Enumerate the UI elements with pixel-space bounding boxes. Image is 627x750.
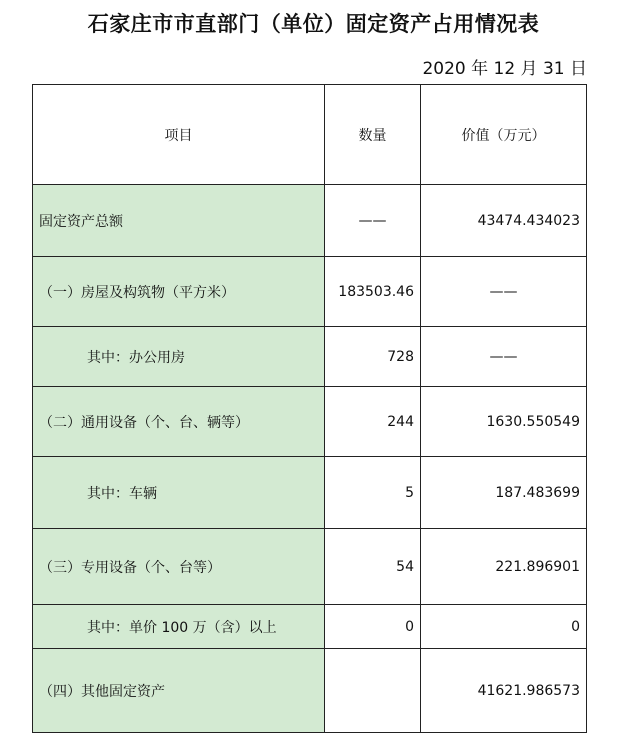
- table-row: [33, 327, 587, 387]
- table-header-row: [33, 85, 587, 185]
- row-quantity: 244: [325, 387, 421, 457]
- row-item: 固定资产总额: [33, 185, 325, 257]
- row-value: ——: [421, 257, 587, 327]
- row-value: 43474.434023: [421, 185, 587, 257]
- page-title: 石家庄市市直部门（单位）固定资产占用情况表: [87, 12, 540, 36]
- row-item: （二）通用设备（个、台、辆等）: [33, 387, 325, 457]
- row-item: （三）专用设备（个、台等）: [33, 529, 325, 605]
- header-value: 价值（万元）: [421, 85, 587, 185]
- row-value: 1630.550549: [421, 387, 587, 457]
- row-quantity: 728: [325, 327, 421, 387]
- row-item: （四）其他固定资产: [33, 649, 325, 733]
- header-item: 项目: [33, 85, 325, 185]
- table-row: [33, 257, 587, 327]
- row-value: 41621.986573: [421, 649, 587, 733]
- fixed-assets-table: [32, 84, 587, 733]
- table-row: [33, 457, 587, 529]
- table-row: [33, 529, 587, 605]
- header-quantity: 数量: [325, 85, 421, 185]
- row-quantity: 183503.46: [325, 257, 421, 327]
- row-value: 221.896901: [421, 529, 587, 605]
- row-quantity: 0: [325, 605, 421, 649]
- row-item: 其中：车辆: [33, 457, 325, 529]
- row-quantity: 5: [325, 457, 421, 529]
- row-item: 其中：单价 100 万（含）以上: [33, 605, 325, 649]
- row-value: 0: [421, 605, 587, 649]
- row-value: 187.483699: [421, 457, 587, 529]
- row-value: ——: [421, 327, 587, 387]
- row-item: （一）房屋及构筑物（平方米）: [33, 257, 325, 327]
- row-item: 其中：办公用房: [33, 327, 325, 387]
- row-quantity: 54: [325, 529, 421, 605]
- row-quantity: ——: [325, 185, 421, 257]
- table-row: [33, 605, 587, 649]
- report-date: 2020 年 12 月 31 日: [422, 59, 587, 79]
- table-row: [33, 649, 587, 733]
- table-row: [33, 387, 587, 457]
- row-quantity: [325, 649, 421, 733]
- table-row: [33, 185, 587, 257]
